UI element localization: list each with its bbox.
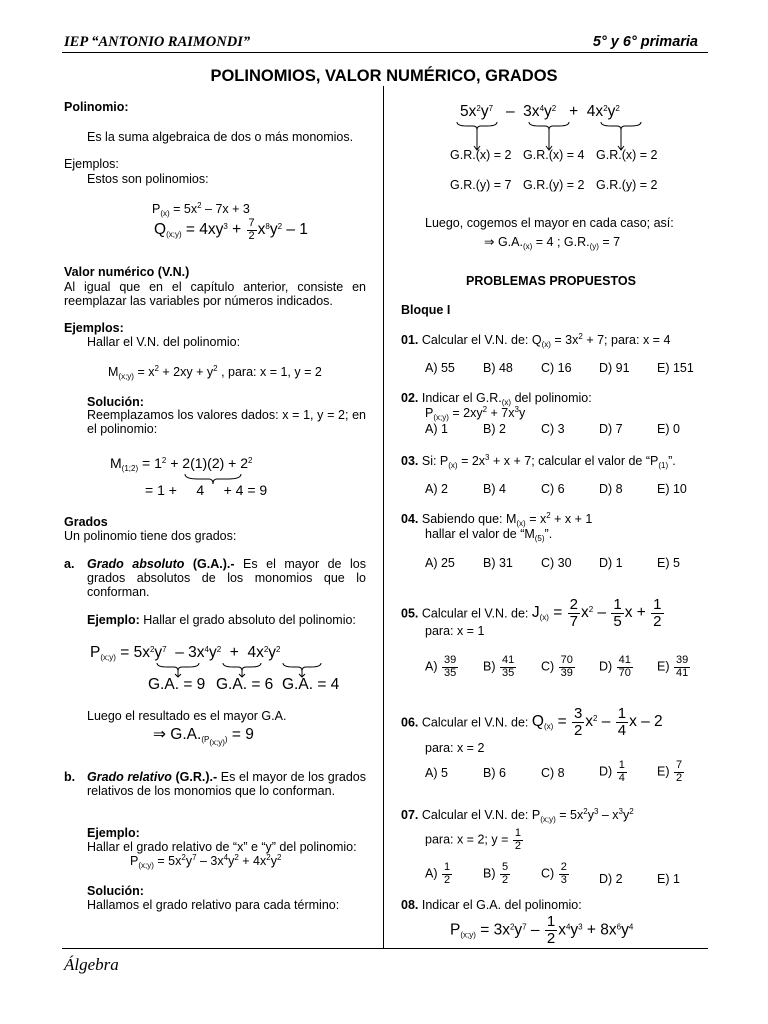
problem-05: 05. Calcular el V.N. de: $J_{(x)}$ = $\frac{2}{7}$ $x^2$ – $\frac{1}{5}$ x + $\frac{1}{2}$: [401, 596, 662, 630]
problem-08: 08. Indicar el G.A. del polinomio:: [401, 898, 582, 912]
grados-heading: Grados: [64, 515, 108, 529]
ejemplos-label: Ejemplos:: [64, 157, 119, 171]
polinomio-heading: Polinomio:: [64, 100, 129, 114]
gr-hallar: Hallar el grado relativo de “x” e “y” del polinomio:: [87, 840, 357, 854]
ga-example: Ejemplo: Hallar el grado absoluto del polinomio:: [87, 613, 356, 627]
formula-m: $M_{(x;y)} = x^2 + 2xy + y^2$ , para: x = 1, y = 2: [108, 364, 322, 381]
ejemplo2-label: Ejemplo:: [87, 826, 140, 840]
gr-y-3: G.R.(y) = 2: [596, 178, 658, 192]
problem-08-formula: $P_{(x;y)} = 3x^2y^7$ – $\frac{1}{2}$ $x^4y^3 + 8x^6y^4$: [450, 913, 634, 947]
problem-05-para: para: x = 1: [425, 624, 485, 638]
gr-definition: Grado relativo (G.R.).- Es el mayor de los grados relativos de los monomios que lo conforman.: [87, 770, 366, 798]
formula-m-result: = 1 + 4 + 4 = 9: [145, 482, 268, 498]
ga-final: ⇒ $G.A._{(P_{(x;y)})} = 9$: [153, 726, 254, 747]
polinomio-definition: Es la suma algebraica de dos o más monomios.: [87, 130, 354, 144]
footer-subject: Álgebra: [64, 955, 119, 974]
formula-p: $P_{(x)} = 5x^2 - 7x + 3$: [152, 201, 250, 218]
problem-02: 02. Indicar el $G.R._{(x)}$ del polinomio:: [401, 391, 592, 407]
terms-expression: $5x^2y^7 - 3x^4y^2 + 4x^2y^2$: [460, 103, 620, 120]
problem-04: 04. Sabiendo que: $M_{(x)} = x^2 + x + 1$: [401, 511, 593, 528]
ga-result-2: G.A. = 6: [216, 676, 274, 693]
header-school: IEP “ANTONIO RAIMONDI”: [64, 34, 251, 50]
problem-06: 06. Calcular el V.N. de: $Q_{(x)}$ = $\frac{3}{2}$ $x^2$ – $\frac{1}{4}$ x – 2: [401, 705, 663, 739]
bloque-heading: Bloque I: [401, 303, 451, 317]
problem-01: 01. Calcular el V.N. de: $Q_{(x)} = 3x^2 + 7$; para: x = 4: [401, 332, 671, 349]
formula-m-eval: $M_{(1;2)} = 1^2 + 2(1)(2) + 2^2$: [110, 455, 253, 473]
ejemplos2-label: Ejemplos:: [64, 321, 124, 335]
header-rule: [62, 52, 708, 53]
problem-07-para: para: x = 2; y = $\frac{1}{2}$: [425, 827, 521, 852]
column-divider: [383, 86, 384, 948]
luego-cogemos: Luego, cogemos el mayor en cada caso; así:: [425, 216, 674, 230]
gr-y-1: G.R.(y) = 7: [450, 178, 512, 192]
hallamos-text: Hallamos el grado relativo para cada término:: [87, 898, 340, 912]
problem-06-para: para: x = 2: [425, 741, 485, 755]
ga-result-3: G.A. = 4: [282, 676, 340, 693]
solucion-label: Solución:: [87, 395, 144, 409]
solucion2-label: Solución:: [87, 884, 144, 898]
ga-definition: Grado absoluto (G.A.).- Es el mayor de los grados absolutos de los monomios que lo conforman.: [87, 557, 366, 599]
gr-y-2: G.R.(y) = 2: [523, 178, 585, 192]
problem-07: 07. Calcular el V.N. de: $P_{(x;y)} = 5x^2y^3 - x^3y^2$: [401, 807, 634, 824]
formula-p-ga: $P_{(x;y)} = 5x^2y^7 - 3x^4y^2 + 4x^2y^2$: [90, 644, 281, 662]
item-b-label: b.: [64, 770, 76, 784]
header-grade: 5° y 6° primaria: [592, 34, 698, 50]
hallar-vn: Hallar el V.N. del polinomio:: [87, 335, 241, 349]
page-title: POLINOMIOS, VALOR NUMÉRICO, GRADOS: [210, 67, 558, 85]
vn-heading: Valor numérico (V.N.): [64, 265, 190, 279]
problemas-heading: PROBLEMAS PROPUESTOS: [466, 274, 636, 288]
gr-x-2: G.R.(x) = 4: [523, 148, 585, 162]
reemplazamos-text: Reemplazamos los valores dados: x = 1, y = 2; en el polinomio:: [87, 408, 366, 436]
formula-p-gr: $P_{(x;y)} = 5x^2y^7 - 3x^4y^2 + 4x^2y^2$: [130, 853, 282, 870]
formula-q: $Q_{(x;y)} = 4xy^3$ + $\frac{7}{2}$ $x^8y^2 - 1$: [154, 217, 308, 242]
para-values: , para: x = 1, y = 2: [221, 365, 322, 379]
footer-rule: [62, 948, 708, 949]
final-grades: ⇒ $G.A._{(x)} = 4$ ; $G.R._{(y)} = 7$: [484, 235, 621, 251]
problem-04-line2: hallar el valor de “$M_{(5)}$”.: [425, 527, 553, 543]
problem-03: 03. Si: $P_{(x)} = 2x^3 + x + 7$; calcular el valor de “$P_{(1)}$”.: [401, 453, 676, 470]
grados-definition: Un polinomio tiene dos grados:: [64, 529, 237, 543]
vn-definition: Al igual que en el capítulo anterior, consiste en reemplazar las variables por números indicados.: [64, 280, 366, 308]
problem-02-formula: $P_{(x;y)} = 2xy^2 + 7x^3y$: [425, 405, 526, 422]
luego-mayor: Luego el resultado es el mayor G.A.: [87, 709, 287, 723]
gr-x-1: G.R.(x) = 2: [450, 148, 512, 162]
estos-son-label: Estos son polinomios:: [87, 172, 209, 186]
item-a-label: a.: [64, 557, 75, 571]
ga-result-1: G.A. = 9: [148, 676, 206, 693]
gr-x-3: G.R.(x) = 2: [596, 148, 658, 162]
